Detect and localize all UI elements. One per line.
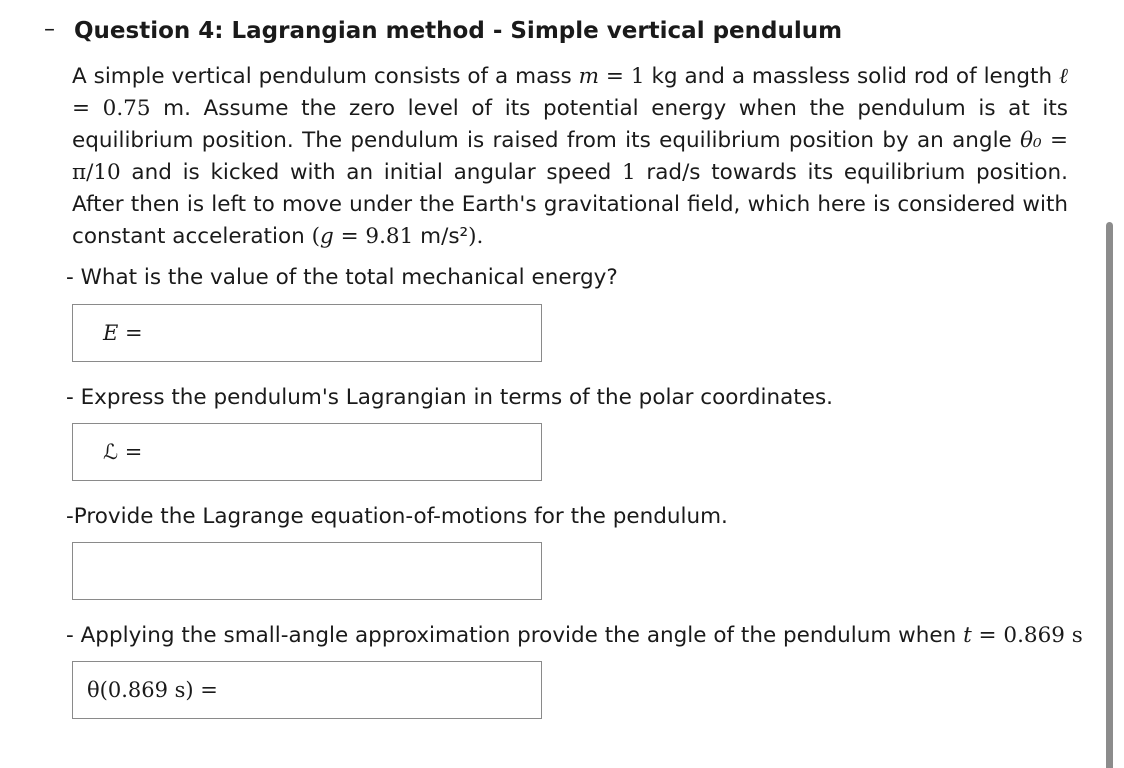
bullet-dash: – <box>44 17 55 42</box>
time-value: = 0.869 s <box>971 623 1083 648</box>
angle-label: θ(0.869 s) = <box>87 678 218 702</box>
paren: ( <box>311 224 320 249</box>
g-value: = 9.81 <box>333 224 414 249</box>
text-run: A simple vertical pendulum consists of a mass <box>72 64 579 89</box>
lagrangian-label: ℒ = <box>103 440 143 464</box>
text-run: m. Assume the zero level of its potential energy when the pendulum is at its equilibrium position. The pendulum is raised from its equilibrium position by an angle <box>72 96 1068 153</box>
part-4-prompt <box>66 623 1083 648</box>
theta0-value: = π/10 <box>72 128 1068 185</box>
length-value: = 0.75 <box>72 96 151 121</box>
length-symbol: ℓ <box>1059 64 1069 89</box>
time-symbol: t <box>963 623 972 648</box>
theta0-symbol: θ₀ <box>1020 128 1042 153</box>
mass-value: = 1 <box>598 64 645 89</box>
text-run: kg and a massless solid rod of length <box>644 64 1060 89</box>
question-title: Question 4: Lagrangian method - Simple vertical pendulum <box>74 18 843 44</box>
angle-answer-field[interactable] <box>72 661 542 719</box>
speed-value: 1 <box>622 160 636 185</box>
paren: ). <box>468 224 484 249</box>
vertical-scrollbar[interactable] <box>1106 222 1113 768</box>
part-1-prompt: - What is the value of the total mechanical energy? <box>66 265 618 290</box>
equation-of-motion-answer-field[interactable] <box>72 542 542 600</box>
lagrangian-answer-field[interactable] <box>72 423 542 481</box>
question-description <box>72 61 1068 253</box>
g-symbol: g <box>319 224 334 249</box>
text-run: rad/s towards its equilibrium position. After then is left to move under the Earth's gravitational field, which here is considered with constant acceleration <box>72 160 1069 249</box>
energy-answer-field[interactable] <box>72 304 542 362</box>
text-run: and is kicked with an initial angular speed <box>120 160 623 185</box>
part-3-prompt: -Provide the Lagrange equation-of-motions for the pendulum. <box>66 504 728 529</box>
mass-symbol: m <box>578 64 599 89</box>
part-4-text: - Applying the small-angle approximation provide the angle of the pendulum when <box>66 623 964 648</box>
energy-label: E = <box>103 321 143 345</box>
part-2-prompt: - Express the pendulum's Lagrangian in terms of the polar coordinates. <box>66 385 833 410</box>
g-unit: m/s² <box>413 224 469 249</box>
